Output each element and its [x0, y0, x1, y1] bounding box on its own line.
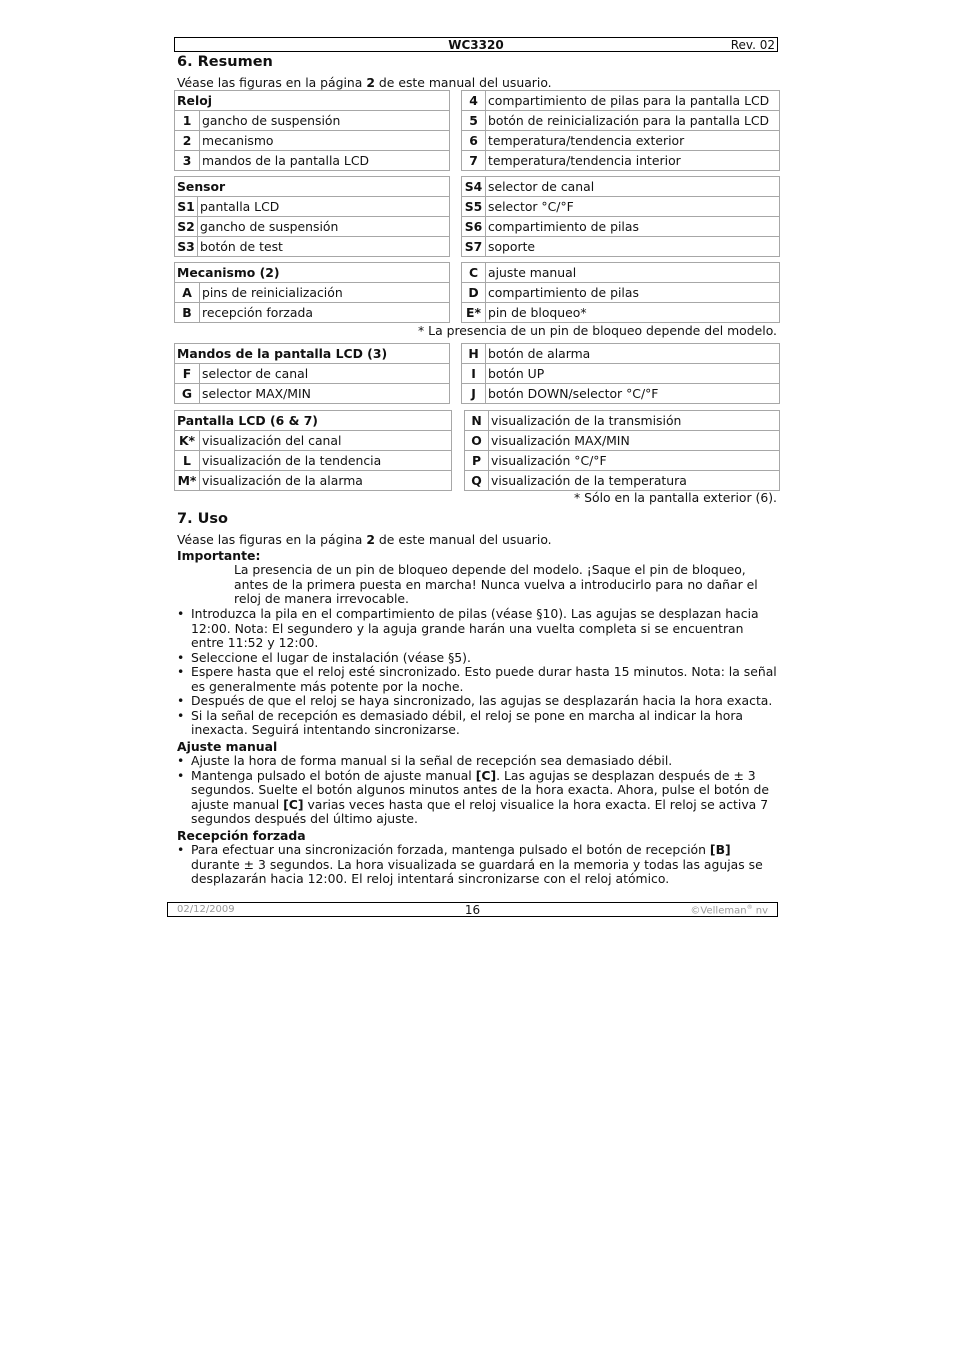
item-label: mecanismo — [200, 131, 450, 151]
item-key: S7 — [462, 237, 486, 257]
item-label: visualización °C/°F — [489, 451, 780, 471]
important-label: Importante: — [177, 548, 261, 563]
item-key: L — [175, 451, 200, 471]
item-key: H — [462, 344, 486, 364]
mecanismo-note: * La presencia de un pin de bloqueo depende del modelo. — [418, 323, 777, 338]
item-key: 3 — [175, 151, 200, 171]
item-label: botón de reinicialización para la pantalla LCD — [486, 111, 780, 131]
list-item: • Espere hasta que el reloj esté sincronizado. Esto puede durar hasta 15 minutos. Nota: la señal es generalmente más potente por la noche. — [177, 665, 777, 694]
item-label: temperatura/tendencia interior — [486, 151, 780, 171]
item-label: compartimiento de pilas para la pantalla LCD — [486, 91, 780, 111]
item-key: N — [465, 411, 489, 431]
item-label: selector de canal — [200, 364, 450, 384]
list-item: • Si la señal de recepción es demasiado débil, el reloj se pone en marcha al indicar la hora inexacta. Seguirá intentando sincronizarse. — [177, 709, 777, 738]
item-key: 7 — [462, 151, 486, 171]
item-label: visualización MAX/MIN — [489, 431, 780, 451]
ajuste-manual-title: Ajuste manual — [177, 739, 278, 754]
item-key: 5 — [462, 111, 486, 131]
page-footer — [167, 902, 778, 917]
item-label: ajuste manual — [486, 263, 780, 283]
item-key: F — [175, 364, 200, 384]
footer-copyright: ©Velleman® nv — [690, 904, 768, 917]
mandos-table-left — [174, 343, 450, 404]
footer-date: 02/12/2009 — [177, 904, 235, 915]
mecanismo-table-right — [461, 262, 780, 323]
list-item: • Mantenga pulsado el botón de ajuste manual [C]. Las agujas se desplazan después de ± 3 segundos. Suelte el botón algunos minutos antes de la hora exacta. Ahora, pulse el botón de ajuste manual [C] varias veces hasta que el reloj visualice la hora exacta. El reloj se activa 7 segundos después del último ajuste. — [177, 769, 777, 827]
item-label: botón de test — [198, 237, 450, 257]
item-key: S2 — [175, 217, 198, 237]
item-label: botón DOWN/selector °C/°F — [486, 384, 780, 404]
page-header — [174, 37, 778, 52]
list-item: • Ajuste la hora de forma manual si la señal de recepción sea demasiado débil. — [177, 754, 777, 769]
pantalla-table-left — [174, 410, 452, 491]
section-6-intro: Véase las figuras en la página 2 de este manual del usuario. — [177, 75, 552, 90]
recepcion-forzada-title: Recepción forzada — [177, 828, 306, 843]
mandos-heading: Mandos de la pantalla LCD (3) — [175, 344, 450, 364]
item-label: visualización del canal — [200, 431, 452, 451]
item-key: P — [465, 451, 489, 471]
item-key: I — [462, 364, 486, 384]
item-key: S1 — [175, 197, 198, 217]
item-key: A — [175, 283, 200, 303]
pantalla-heading: Pantalla LCD (6 & 7) — [175, 411, 452, 431]
item-key: B — [175, 303, 200, 323]
model-name: WC3320 — [448, 38, 504, 52]
item-key: 1 — [175, 111, 200, 131]
item-label: temperatura/tendencia exterior — [486, 131, 780, 151]
item-label: compartimiento de pilas — [486, 283, 780, 303]
item-key: O — [465, 431, 489, 451]
section-7-intro: Véase las figuras en la página 2 de este manual del usuario. — [177, 532, 552, 547]
item-label: visualización de la tendencia — [200, 451, 452, 471]
usage-bullet-list — [177, 607, 777, 738]
sensor-table-right — [461, 176, 780, 257]
sensor-table-left — [174, 176, 450, 257]
pantalla-table-right — [464, 410, 780, 491]
item-key: M* — [175, 471, 200, 491]
list-item: • Introduzca la pila en el compartimiento de pilas (véase §10). Las agujas se desplazan hacia 12:00. Nota: El segundero y la aguja grande harán una vuelta completa si se encuentran entre 11:52 y 12:00. — [177, 607, 777, 651]
item-label: botón UP — [486, 364, 780, 384]
sensor-heading: Sensor — [175, 177, 450, 197]
list-item: • Después de que el reloj se haya sincronizado, las agujas se desplazarán hacia la hora exacta. — [177, 694, 777, 709]
item-label: visualización de la transmisión — [489, 411, 780, 431]
item-label: visualización de la temperatura — [489, 471, 780, 491]
item-key: Q — [465, 471, 489, 491]
item-label: pin de bloqueo* — [486, 303, 780, 323]
reloj-table-left — [174, 90, 450, 171]
list-item: • Seleccione el lugar de instalación (véase §5). — [177, 651, 777, 666]
section-6-title: 6. Resumen — [177, 54, 273, 70]
item-label: selector °C/°F — [486, 197, 780, 217]
item-label: gancho de suspensión — [200, 111, 450, 131]
list-item: • Para efectuar una sincronización forzada, mantenga pulsado el botón de recepción [B] durante ± 3 segundos. La hora visualizada se guardará en la memoria y todas las agujas se desplazarán hacia 12:00. El reloj intentará sincronizarse con el reloj atómico. — [177, 843, 777, 887]
item-label: recepción forzada — [200, 303, 450, 323]
item-label: gancho de suspensión — [198, 217, 450, 237]
item-key: K* — [175, 431, 200, 451]
item-label: mandos de la pantalla LCD — [200, 151, 450, 171]
mecanismo-table-left — [174, 262, 450, 323]
item-label: pantalla LCD — [198, 197, 450, 217]
item-label: selector MAX/MIN — [200, 384, 450, 404]
reloj-table-right — [461, 90, 780, 171]
item-key: E* — [462, 303, 486, 323]
item-key: G — [175, 384, 200, 404]
item-key: J — [462, 384, 486, 404]
item-key: C — [462, 263, 486, 283]
item-key: S3 — [175, 237, 198, 257]
item-key: S4 — [462, 177, 486, 197]
pantalla-note: * Sólo en la pantalla exterior (6). — [574, 490, 777, 505]
page-number: 16 — [464, 903, 481, 917]
important-text: La presencia de un pin de bloqueo depende del modelo. ¡Saque el pin de bloqueo, antes de la primera puesta en marcha! Nunca vuelva a introducirlo para no dañar el reloj de manera irrevocable. — [234, 562, 758, 606]
item-label: selector de canal — [486, 177, 780, 197]
item-label: compartimiento de pilas — [486, 217, 780, 237]
section-7-title: 7. Uso — [177, 511, 229, 527]
item-label: botón de alarma — [486, 344, 780, 364]
item-key: S6 — [462, 217, 486, 237]
item-key: S5 — [462, 197, 486, 217]
item-label: visualización de la alarma — [200, 471, 452, 491]
item-key: 2 — [175, 131, 200, 151]
mandos-table-right — [461, 343, 780, 404]
ajuste-manual-list — [177, 754, 777, 827]
mecanismo-heading: Mecanismo (2) — [175, 263, 450, 283]
item-key: 4 — [462, 91, 486, 111]
item-key: 6 — [462, 131, 486, 151]
reloj-heading: Reloj — [175, 91, 450, 111]
item-label: pins de reinicialización — [200, 283, 450, 303]
item-label: soporte — [486, 237, 780, 257]
item-key: D — [462, 283, 486, 303]
recepcion-forzada-list — [177, 843, 777, 887]
revision: Rev. 02 — [730, 38, 775, 52]
